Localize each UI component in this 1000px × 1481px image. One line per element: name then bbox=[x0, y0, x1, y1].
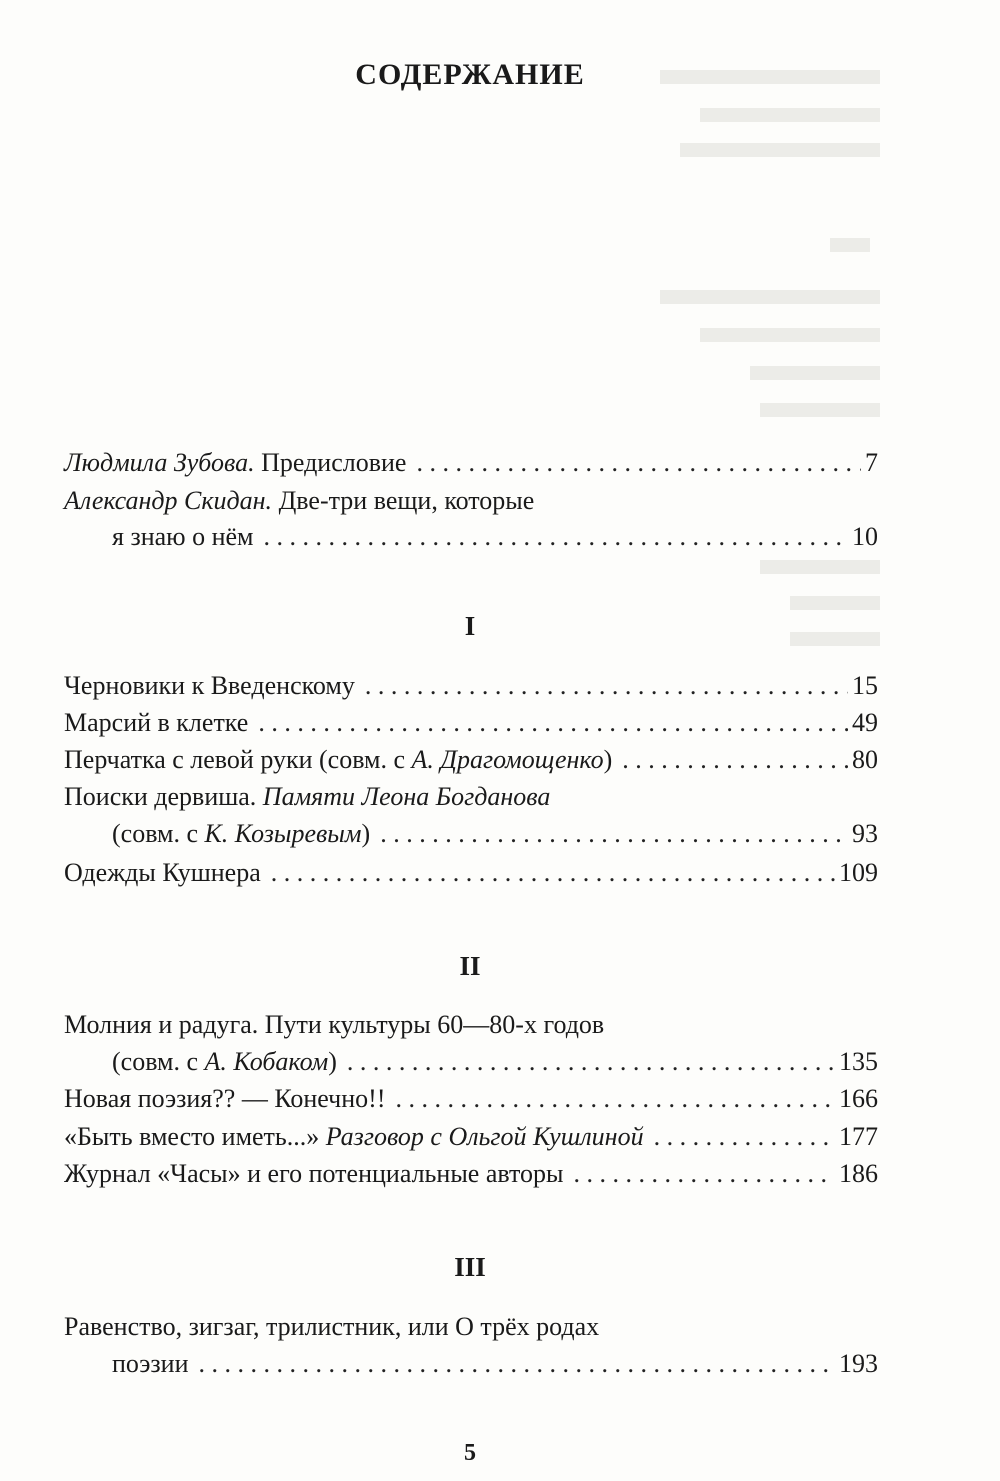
leader-dots bbox=[574, 1158, 836, 1190]
leader-dots bbox=[622, 744, 848, 776]
toc-entry[interactable] bbox=[64, 707, 878, 739]
section-heading-3: III bbox=[454, 1252, 486, 1282]
toc-entry[interactable] bbox=[64, 857, 878, 889]
leader-dots bbox=[380, 818, 848, 850]
leader-dots bbox=[258, 707, 848, 739]
leader-dots bbox=[365, 670, 848, 702]
page-ref: 177 bbox=[839, 1122, 878, 1151]
toc-entry-equality-line1[interactable]: Равенство, зигзаг, трилистник, или О трёх родах bbox=[64, 1312, 600, 1341]
entry-text: Одежды Кушнера bbox=[64, 858, 261, 887]
entry-text: (совм. с К. Козыревым) bbox=[112, 819, 371, 848]
toc-entry[interactable] bbox=[64, 1083, 878, 1115]
entry-text: Людмила Зубова. Предисловие bbox=[64, 448, 407, 477]
page-ref: 193 bbox=[839, 1349, 878, 1378]
toc-entry[interactable] bbox=[64, 1121, 878, 1153]
entry-text: я знаю о нём bbox=[112, 522, 254, 551]
page-number: 5 bbox=[464, 1440, 476, 1466]
leader-dots bbox=[271, 857, 835, 889]
toc-entry-preface[interactable] bbox=[64, 447, 878, 479]
entry-text: поэзии bbox=[112, 1349, 189, 1378]
page-ref: 93 bbox=[852, 819, 878, 848]
toc-entry-lightning-line1[interactable]: Молния и радуга. Пути культуры 60—80-х годов bbox=[64, 1010, 605, 1039]
leader-dots bbox=[654, 1121, 835, 1153]
toc-entry[interactable] bbox=[64, 744, 878, 776]
page-ref: 135 bbox=[839, 1047, 878, 1076]
toc-entry-dervish-line1[interactable]: Поиски дервиша. Памяти Леона Богданова bbox=[64, 782, 551, 811]
section-heading-2: II bbox=[459, 951, 481, 981]
page-ref: 186 bbox=[839, 1159, 878, 1188]
page-ref: 7 bbox=[865, 448, 878, 477]
leader-dots bbox=[395, 1083, 835, 1115]
toc-entry[interactable] bbox=[64, 1158, 878, 1190]
leader-dots bbox=[199, 1348, 836, 1380]
page-ref: 166 bbox=[839, 1084, 878, 1113]
toc-entry-skidan-line1[interactable]: Александр Скидан. Две-три вещи, которые bbox=[64, 486, 535, 515]
page-title: СОДЕРЖАНИЕ bbox=[355, 58, 585, 91]
page-ref: 10 bbox=[852, 522, 878, 551]
entry-text: «Быть вместо иметь...» Разговор с Ольгой Кушлиной bbox=[64, 1122, 644, 1151]
page-ref: 80 bbox=[852, 745, 878, 774]
entry-text: Журнал «Часы» и его потенциальные авторы bbox=[64, 1159, 564, 1188]
entry-text: Новая поэзия?? — Конечно!! bbox=[64, 1084, 386, 1113]
page-ref: 49 bbox=[852, 708, 878, 737]
toc-entry-equality-line2[interactable] bbox=[112, 1348, 878, 1380]
entry-text: Черновики к Введенскому bbox=[64, 671, 355, 700]
toc-entry-lightning-line2[interactable] bbox=[112, 1046, 878, 1078]
entry-text: Перчатка с левой руки (совм. с А. Драгомощенко) bbox=[64, 745, 613, 774]
toc-entry-dervish-line2[interactable] bbox=[112, 818, 878, 850]
entry-text: Марсий в клетке bbox=[64, 708, 249, 737]
page-ref: 109 bbox=[839, 858, 878, 887]
section-heading-1: I bbox=[464, 611, 476, 641]
toc-entry-skidan-line2[interactable] bbox=[112, 521, 878, 553]
entry-text: (совм. с А. Кобаком) bbox=[112, 1047, 337, 1076]
leader-dots bbox=[416, 447, 861, 479]
page-ref: 15 bbox=[852, 671, 878, 700]
leader-dots bbox=[264, 521, 848, 553]
leader-dots bbox=[347, 1046, 835, 1078]
toc-entry[interactable] bbox=[64, 670, 878, 702]
